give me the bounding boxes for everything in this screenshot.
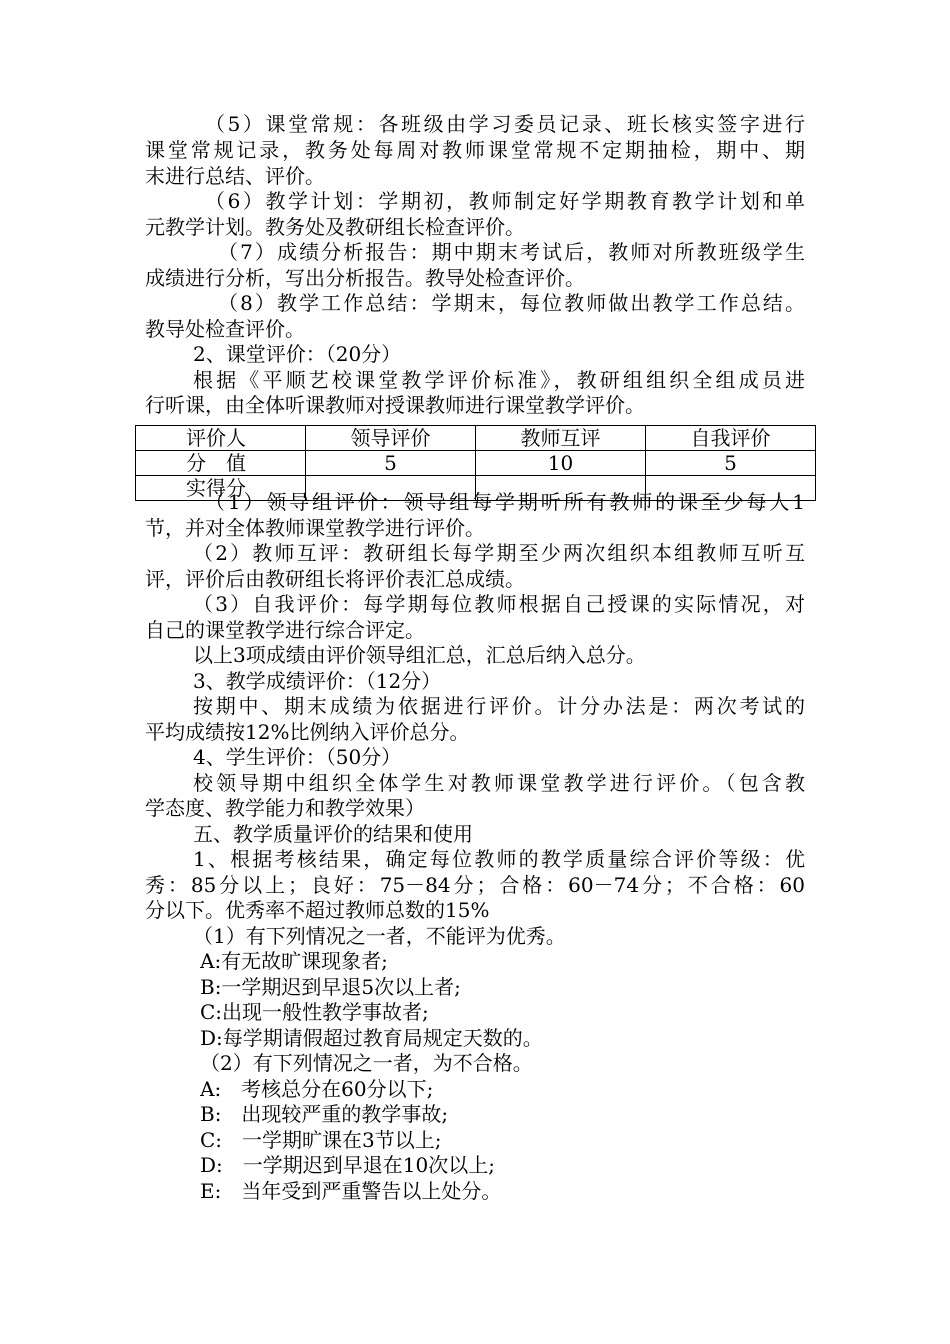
text-line: （5）课堂常规：各班级由学习委员记录、班长核实签字进行	[205, 112, 805, 136]
table-cell: 自我评价	[646, 426, 816, 451]
table-cell: 分 值	[136, 451, 306, 476]
text-line: 2、课堂评价：（20分）	[193, 342, 402, 366]
text-line: 节，并对全体教师课堂教学进行评价。	[145, 516, 485, 540]
table-cell: 5	[646, 451, 816, 476]
text-line: （1）有下列情况之一者，不能评为优秀。	[193, 924, 566, 948]
text-line: 3、教学成绩评价：（12分）	[193, 669, 442, 693]
text-line: （8）教学工作总结：学期末，每位教师做出教学工作总结。	[218, 291, 805, 315]
text-line: （6）教学计划：学期初，教师制定好学期教育教学计划和单	[205, 189, 805, 213]
text-line: A:有无故旷课现象者;	[200, 949, 388, 973]
text-line: E: 当年受到严重警告以上处分。	[200, 1179, 502, 1203]
table-cell	[646, 476, 816, 501]
text-line: 教导处检查评价。	[145, 317, 305, 341]
table-header-row	[136, 426, 816, 451]
table-cell: 领导评价	[306, 426, 476, 451]
text-line: A: 考核总分在60分以下;	[200, 1077, 434, 1101]
text-line: （3）自我评价：每学期每位教师根据自己授课的实际情况，对	[193, 592, 805, 616]
text-line: C: 一学期旷课在3节以上;	[200, 1128, 442, 1152]
text-line: B:一学期迟到早退5次以上者;	[200, 975, 461, 999]
text-line: 秀：85分以上；良好：75－84分；合格：60－74分；不合格：60	[145, 873, 805, 897]
text-line: 以上3项成绩由评价领导组汇总，汇总后纳入总分。	[193, 643, 646, 667]
table-cell: 评价人	[136, 426, 306, 451]
text-line: 五、教学质量评价的结果和使用	[193, 822, 473, 846]
text-line: 校领导期中组织全体学生对教师课堂教学进行评价。（包含教	[193, 771, 805, 795]
table-cell: 10	[476, 451, 646, 476]
text-line: 1、根据考核结果，确定每位教师的教学质量综合评价等级：优	[193, 847, 805, 871]
text-line: 评，评价后由教研组长将评价表汇总成绩。	[145, 567, 525, 591]
table-cell	[476, 476, 646, 501]
text-line: 分以下。优秀率不超过教师总数的15%	[145, 898, 490, 922]
text-line: （2）教师互评：教研组长每学期至少两次组织本组教师互听互	[193, 541, 805, 565]
text-line: （1）领导组评价：领导组每学期听所有教师的课至少每人1	[205, 490, 805, 514]
text-line: 课堂常规记录，教务处每周对教师课堂常规不定期抽检，期中、期	[145, 138, 805, 162]
table-row	[136, 451, 816, 476]
text-line: 根据《平顺艺校课堂教学评价标准》，教研组组织全组成员进	[193, 368, 805, 392]
text-line: 平均成绩按12%比例纳入评价总分。	[145, 720, 470, 744]
text-line: （2）有下列情况之一者，为不合格。	[200, 1051, 533, 1075]
text-line: 成绩进行分析，写出分析报告。教导处检查评价。	[145, 266, 585, 290]
text-line: 末进行总结、评价。	[145, 164, 325, 188]
table-cell	[306, 476, 476, 501]
text-line: （7）成绩分析报告：期中期末考试后，教师对所教班级学生	[218, 240, 805, 264]
text-line: 4、学生评价：（50分）	[193, 745, 402, 769]
text-line: 按期中、期末成绩为依据进行评价。计分办法是：两次考试的	[193, 694, 805, 718]
text-line: 元教学计划。教务处及教研组长检查评价。	[145, 215, 525, 239]
text-line: D: 一学期迟到早退在10次以上;	[200, 1153, 495, 1177]
text-line: D:每学期请假超过教育局规定天数的。	[200, 1026, 543, 1050]
text-line: 学态度、教学能力和教学效果）	[145, 796, 425, 820]
table-cell: 5	[306, 451, 476, 476]
text-line: B: 出现较严重的教学事故;	[200, 1102, 449, 1126]
text-line: C:出现一般性教学事故者;	[200, 1000, 429, 1024]
evaluation-table	[135, 425, 816, 501]
table-cell: 教师互评	[476, 426, 646, 451]
text-line: 自己的课堂教学进行综合评定。	[145, 618, 425, 642]
table-cell: 实得分	[136, 476, 306, 501]
text-line: 行听课，由全体听课教师对授课教师进行课堂教学评价。	[145, 393, 645, 417]
table-row	[136, 476, 816, 501]
